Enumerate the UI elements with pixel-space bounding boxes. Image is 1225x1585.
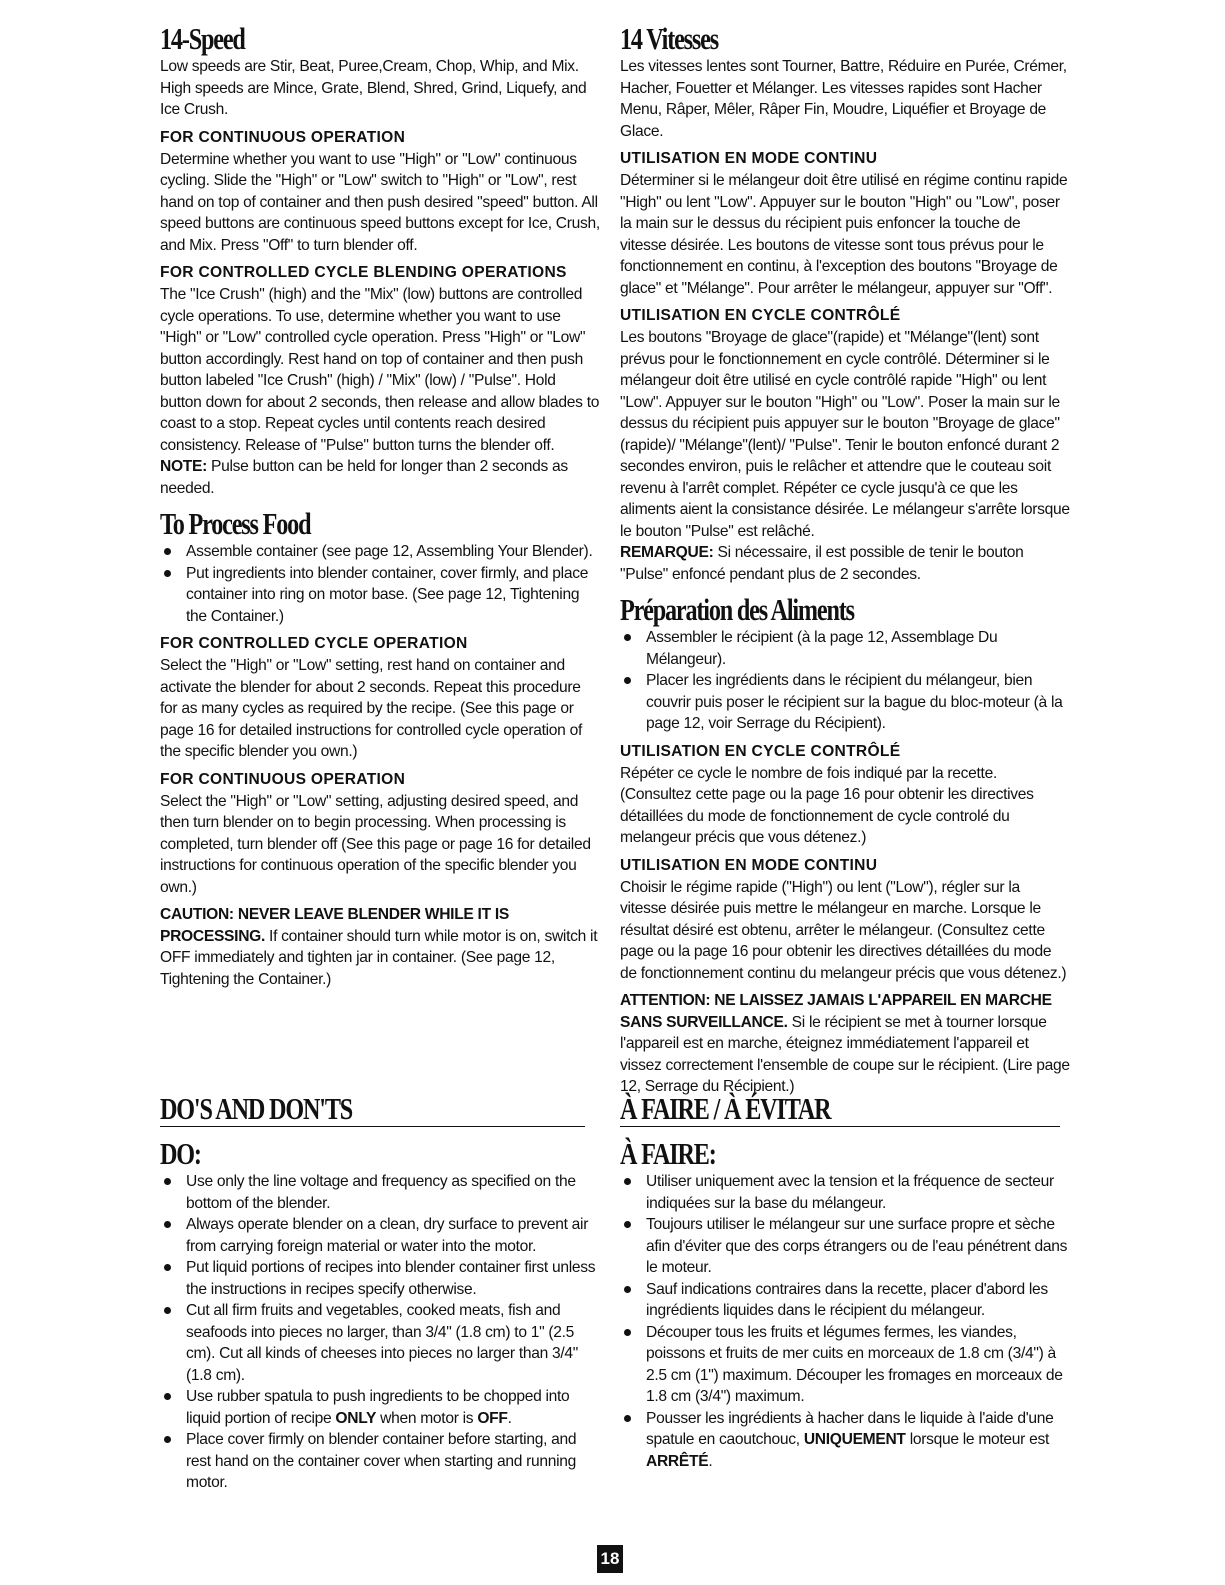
do-list bbox=[160, 1171, 600, 1494]
remarque-text: Si nécessaire, il est possible de tenir le bouton "Pulse" enfoncé pendant plus de 2 secondes. bbox=[620, 544, 1024, 583]
cycle-controle-text-2: Répéter ce cycle le nombre de fois indiqué par la recette. (Consultez cette page ou la page 16 pour obtenir les directives détaillées du mode de fonctionnement de cycle controlé du melangeur précis que vous détenez.) bbox=[620, 764, 1034, 846]
page-number: 18 bbox=[597, 1545, 623, 1573]
afaire-heading-rule bbox=[620, 1092, 1060, 1127]
attention-paragraph bbox=[620, 990, 1070, 1098]
mode-continu-heading-2: UTILISATION EN MODE CONTINU bbox=[620, 856, 878, 874]
controlled-cycle-heading: FOR CONTROLLED CYCLE OPERATION bbox=[160, 635, 468, 652]
text-run: lorsque le moteur est bbox=[905, 1431, 1050, 1448]
afaire-list bbox=[620, 1171, 1070, 1472]
text-run-bold: ARRÊTÉ bbox=[646, 1452, 709, 1470]
text-run: Use rubber spatula to push ingredients to be chopped into liquid portion of recipe bbox=[186, 1388, 570, 1427]
list-item: Utiliser uniquement avec la tension et la fréquence de secteur indiquées sur la base du mélangeur. bbox=[620, 1171, 1070, 1214]
list-item: Assembler le récipient (à la page 12, Assemblage Du Mélangeur). bbox=[620, 627, 1070, 670]
english-dos-section bbox=[160, 1092, 600, 1494]
speed-heading: 14-Speed bbox=[160, 21, 245, 56]
dos-heading-rule bbox=[160, 1092, 585, 1127]
list-item: Toujours utiliser le mélangeur sur une surface propre et sèche afin d'éviter que des corps étrangers ou de l'eau pénétrent dans le moteur. bbox=[620, 1214, 1070, 1279]
text-run-bold: OFF bbox=[477, 1409, 508, 1427]
french-column bbox=[620, 22, 1070, 1098]
process-list bbox=[160, 541, 600, 627]
dos-heading: DO'S AND DON'TS bbox=[160, 1091, 353, 1126]
text-run: Pousser les ingrédients à hacher dans le liquide à l'aide d'une spatule en caoutchouc, bbox=[646, 1409, 1054, 1448]
attention-label: ATTENTION: NE LAISSEZ JAMAIS L'APPAREIL EN MARCHE SANS SURVEILLANCE. bbox=[620, 992, 1052, 1031]
controlled-blending-text: The "Ice Crush" (high) and the "Mix" (low) buttons are controlled cycle operations. To use, determine whether you want to use "High" or "Low" controlled cycle operation. Press "High" or "Low" button accordingly. Rest hand on top of container and then push button labeled "Ice Crush" (high) / "Mix" (low) / "Pulse". Hold button down for about 2 seconds, then release and allow blades to coast to a stop. Repeat cycles until contents reach desired consistency. Release of "Pulse" button turns the blender off. bbox=[160, 286, 600, 454]
note-label: NOTE: bbox=[160, 458, 208, 475]
french-dos-section bbox=[620, 1092, 1070, 1472]
afaire-heading: À FAIRE: bbox=[620, 1136, 716, 1171]
controlled-cycle-text: Select the "High" or "Low" setting, rest hand on container and activate the blender for about 2 seconds. Repeat this procedure for as many cycles as required by the recipe. (See this page or page 16 for detailed instructions for controlled cycle operation of the specific blender you own.) bbox=[160, 657, 582, 760]
text-run: . bbox=[507, 1409, 512, 1427]
preparation-list bbox=[620, 627, 1070, 735]
list-item: Placer les ingrédients dans le récipient du mélangeur, bien couvrir puis poser le récipient sur la bague du bloc-moteur (à la page 12, voir Serrage du Récipient). bbox=[620, 670, 1070, 735]
list-item: Cut all firm fruits and vegetables, cooked meats, fish and seafoods into pieces no larger, than 3/4" (1.8 cm) to 1" (2.5 cm). Cut all kinds of cheeses into pieces no larger than 3/4" (1.8 cm). bbox=[160, 1300, 600, 1386]
vitesses-text: Les vitesses lentes sont Tourner, Battre, Réduire en Purée, Crémer, Hacher, Fouetter et Mélanger. Les vitesses rapides sont Hacher Menu, Râper, Mêler, Râper Fin, Moudre, Liquéfier et Broyage de Glace. bbox=[620, 58, 1067, 140]
continuous-text: Determine whether you want to use "High" or "Low" continuous cycling. Slide the "High" or "Low" switch to "High" or "Low", rest hand on top of container and then push desired "speed" button. All speed buttons are continuous speed buttons except for Ice, Crush, and Mix. Press "Off" to turn blender off. bbox=[160, 150, 600, 254]
vitesses-heading: 14 Vitesses bbox=[620, 21, 718, 56]
cycle-controle-heading: UTILISATION EN CYCLE CONTRÔLÉ bbox=[620, 307, 901, 324]
process-food-heading: To Process Food bbox=[160, 506, 311, 541]
list-item: Put liquid portions of recipes into blender container first unless the instructions in recipes specify otherwise. bbox=[160, 1257, 600, 1300]
list-item: Always operate blender on a clean, dry surface to prevent air from carrying foreign material or water into the motor. bbox=[160, 1214, 600, 1257]
list-item bbox=[620, 1408, 1070, 1473]
continuous-text-2: Select the "High" or "Low" setting, adjusting desired speed, and then turn blender on to begin processing. When processing is completed, turn blender off (See this page or page 16 for detailed instructions for continuous operation of the specific blender you own.) bbox=[160, 792, 591, 896]
controlled-blending-heading: FOR CONTROLLED CYCLE BLENDING OPERATIONS bbox=[160, 264, 567, 281]
list-item bbox=[160, 1386, 600, 1429]
mode-continu-heading: UTILISATION EN MODE CONTINU bbox=[620, 150, 878, 167]
list-item: Découper tous les fruits et légumes fermes, les viandes, poissons et fruits de mer cuits en morceaux de 1.8 cm (3/4") à 2.5 cm (1") maximum. Découper les fromages en morceaux de 1.8 cm (3/4") maximum. bbox=[620, 1322, 1070, 1408]
mode-continu-text: Déterminer si le mélangeur doit être utilisé en régime continu rapide "High" ou lent "Low". Appuyer sur le bouton "High" ou "Low", poser la main sur le dessus du récipient puis enfoncer la touche de vitesse désirée. Les boutons de vitesse sont tous prévus pour le fonctionnement en continu, à l'exception des boutons "Broyage de glace" et "Mélange". Pour arrêter le mélangeur, appuyer sur "Off". bbox=[620, 172, 1068, 297]
continuous-heading-2: FOR CONTINUOUS OPERATION bbox=[160, 770, 406, 788]
note-paragraph bbox=[160, 456, 600, 499]
mode-continu-text-2: Choisir le régime rapide ("High") ou lent ("Low"), régler sur la vitesse désirée puis mettre le mélangeur en marche. Lorsque le résultat désiré est obtenu, arrêter le mélangeur. (Consultez cette page ou la page 16 pour obtenir les directives détaillées du mode de fonctionnement continu du melangeur précis que vous détenez.) bbox=[620, 878, 1067, 982]
english-column bbox=[160, 22, 600, 990]
do-heading: DO: bbox=[160, 1136, 201, 1171]
caution-label: CAUTION: NEVER LEAVE BLENDER WHILE IT IS PROCESSING. bbox=[160, 906, 509, 945]
remarque-label: REMARQUE: bbox=[620, 544, 714, 561]
speed-text: Low speeds are Stir, Beat, Puree,Cream, Chop, Whip, and Mix. High speeds are Mince, Grate, Blend, Shred, Grind, Liquefy, and Ice Crush. bbox=[160, 58, 587, 118]
caution-paragraph bbox=[160, 904, 600, 990]
cycle-controle-text: Les boutons "Broyage de glace"(rapide) et "Mélange"(lent) sont prévus pour le fonctionnement en cycle contrôlé. Déterminer si le mélangeur doit être utilisé en cycle contrôlé rapide "High" ou lent "Low". Appuyer sur le bouton "High" ou "Low". Poser la main sur le dessus du récipient puis appuyer sur le bouton "Broyage de glace"(rapide)/ "Mélange"(lent)/ "Pulse". Tenir le bouton enfoncé durant 2 secondes environ, puis le relâcher et attendre que le couteau soit revenu à l'arrêt complet. Répéter ce cycle jusqu'à ce que les aliments aient la consistance désirée. Le mélangeur s'arrête lorsque le bouton "Pulse" est relâché. bbox=[620, 329, 1070, 540]
text-run-bold: UNIQUEMENT bbox=[803, 1431, 906, 1448]
note-text: Pulse button can be held for longer than 2 seconds as needed. bbox=[160, 458, 568, 497]
text-run-bold: ONLY bbox=[335, 1409, 377, 1427]
remarque-paragraph bbox=[620, 542, 1070, 585]
list-item: Use only the line voltage and frequency as specified on the bottom of the blender. bbox=[160, 1171, 600, 1214]
caution-text: If container should turn while motor is on, switch it OFF immediately and tighten jar in container. (See page 12, Tightening the Container.) bbox=[160, 927, 598, 988]
text-run: when motor is bbox=[376, 1409, 478, 1427]
preparation-heading: Préparation des Aliments bbox=[620, 592, 854, 627]
afaire-aeviter-heading: À FAIRE / À ÉVITAR bbox=[620, 1091, 831, 1126]
cycle-controle-heading-2: UTILISATION EN CYCLE CONTRÔLÉ bbox=[620, 742, 901, 760]
list-item: Place cover firmly on blender container before starting, and rest hand on the container cover when starting and running motor. bbox=[160, 1429, 600, 1494]
list-item: Put ingredients into blender container, cover firmly, and place container into ring on motor base. (See page 12, Tightening the Container.) bbox=[160, 563, 600, 628]
continuous-heading: FOR CONTINUOUS OPERATION bbox=[160, 128, 406, 146]
attention-text: Si le récipient se met à tourner lorsque l'appareil est en marche, éteignez immédiatement l'appareil et vissez correctement l'ensemble de coupe sur le récipient. (Lire page 12, Serrage du Récipient.) bbox=[620, 1013, 1070, 1095]
list-item: Assemble container (see page 12, Assembling Your Blender). bbox=[160, 541, 600, 563]
list-item: Sauf indications contraires dans la recette, placer d'abord les ingrédients liquides dans le récipient du mélangeur. bbox=[620, 1279, 1070, 1322]
text-run: . bbox=[708, 1452, 713, 1470]
